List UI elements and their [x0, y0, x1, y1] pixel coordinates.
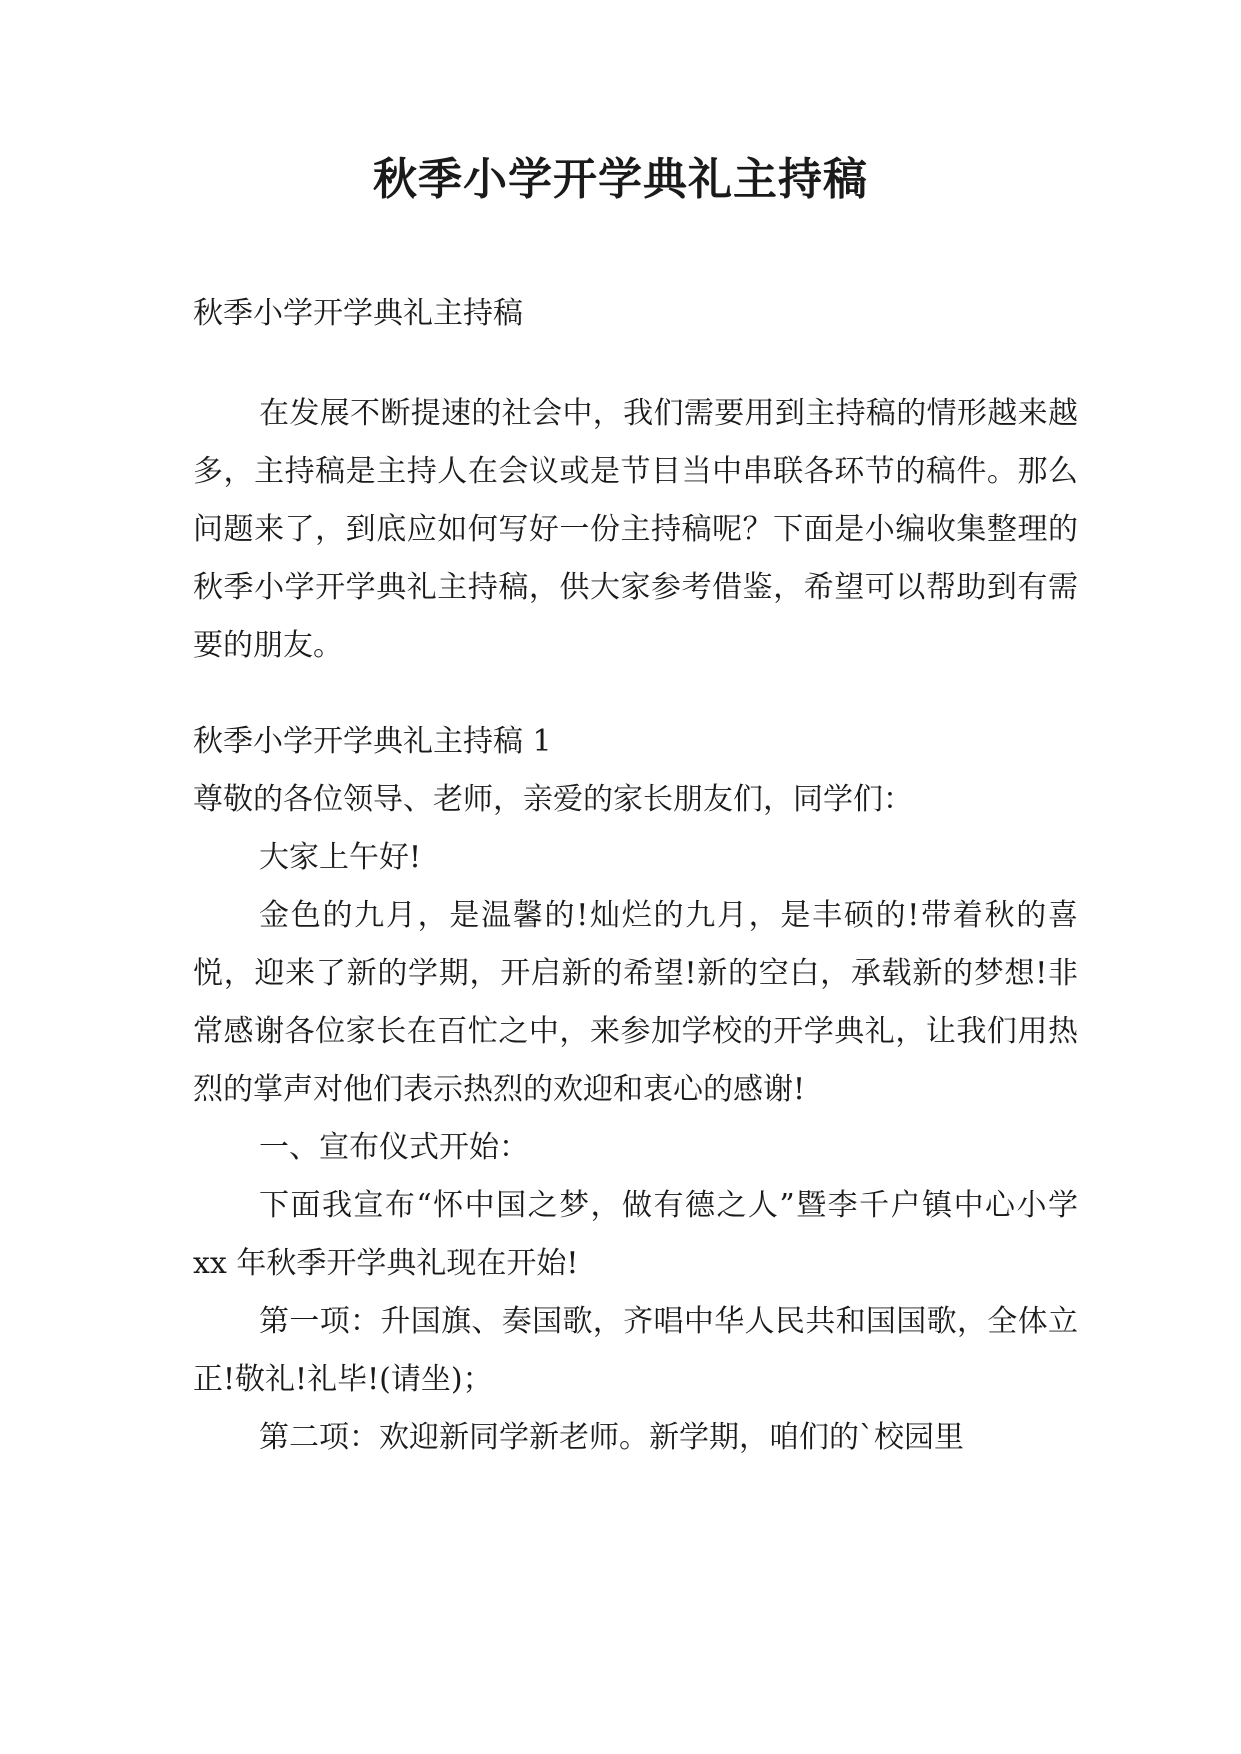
intro-paragraph: 在发展不断提速的社会中，我们需要用到主持稿的情形越来越多，主持稿是主持人在会议或是节目当中串联各环节的稿件。那么问题来了，到底应如何写好一份主持稿呢？下面是小编收集整理的秋季小学开学典礼主持稿，供大家参考借鉴，希望可以帮助到有需要的朋友。: [193, 396, 1078, 663]
body-paragraph: 一、宣布仪式开始：: [259, 1130, 529, 1165]
greeting: 大家上午好!: [259, 840, 422, 875]
section-heading: 秋季小学开学典礼主持稿 1: [193, 724, 552, 759]
document-subtitle: 秋季小学开学典礼主持稿: [193, 296, 523, 331]
body-paragraph: 第二项：欢迎新同学新老师。新学期，咱们的`校园里: [259, 1420, 964, 1455]
document-title: 秋季小学开学典礼主持稿: [373, 154, 868, 205]
salutation: 尊敬的各位领导、老师，亲爱的家长朋友们，同学们：: [193, 782, 913, 817]
body-paragraph: 金色的九月，是温馨的!灿烂的九月，是丰硕的!带着秋的喜悦，迎来了新的学期，开启新的希望!新的空白，承载新的梦想!非常感谢各位家长在百忙之中，来参加学校的开学典礼，让我们用热烈的掌声对他们表示热烈的欢迎和衷心的感谢!: [193, 898, 1078, 1107]
body-paragraph: 第一项：升国旗、奏国歌，齐唱中华人民共和国国歌，全体立正!敬礼!礼毕!(请坐)；: [193, 1304, 1078, 1397]
document-body: [193, 285, 1078, 1467]
body-paragraph: 下面我宣布“怀中国之梦，做有德之人”暨李千户镇中心小学 xx 年秋季开学典礼现在开始!: [193, 1188, 1078, 1281]
